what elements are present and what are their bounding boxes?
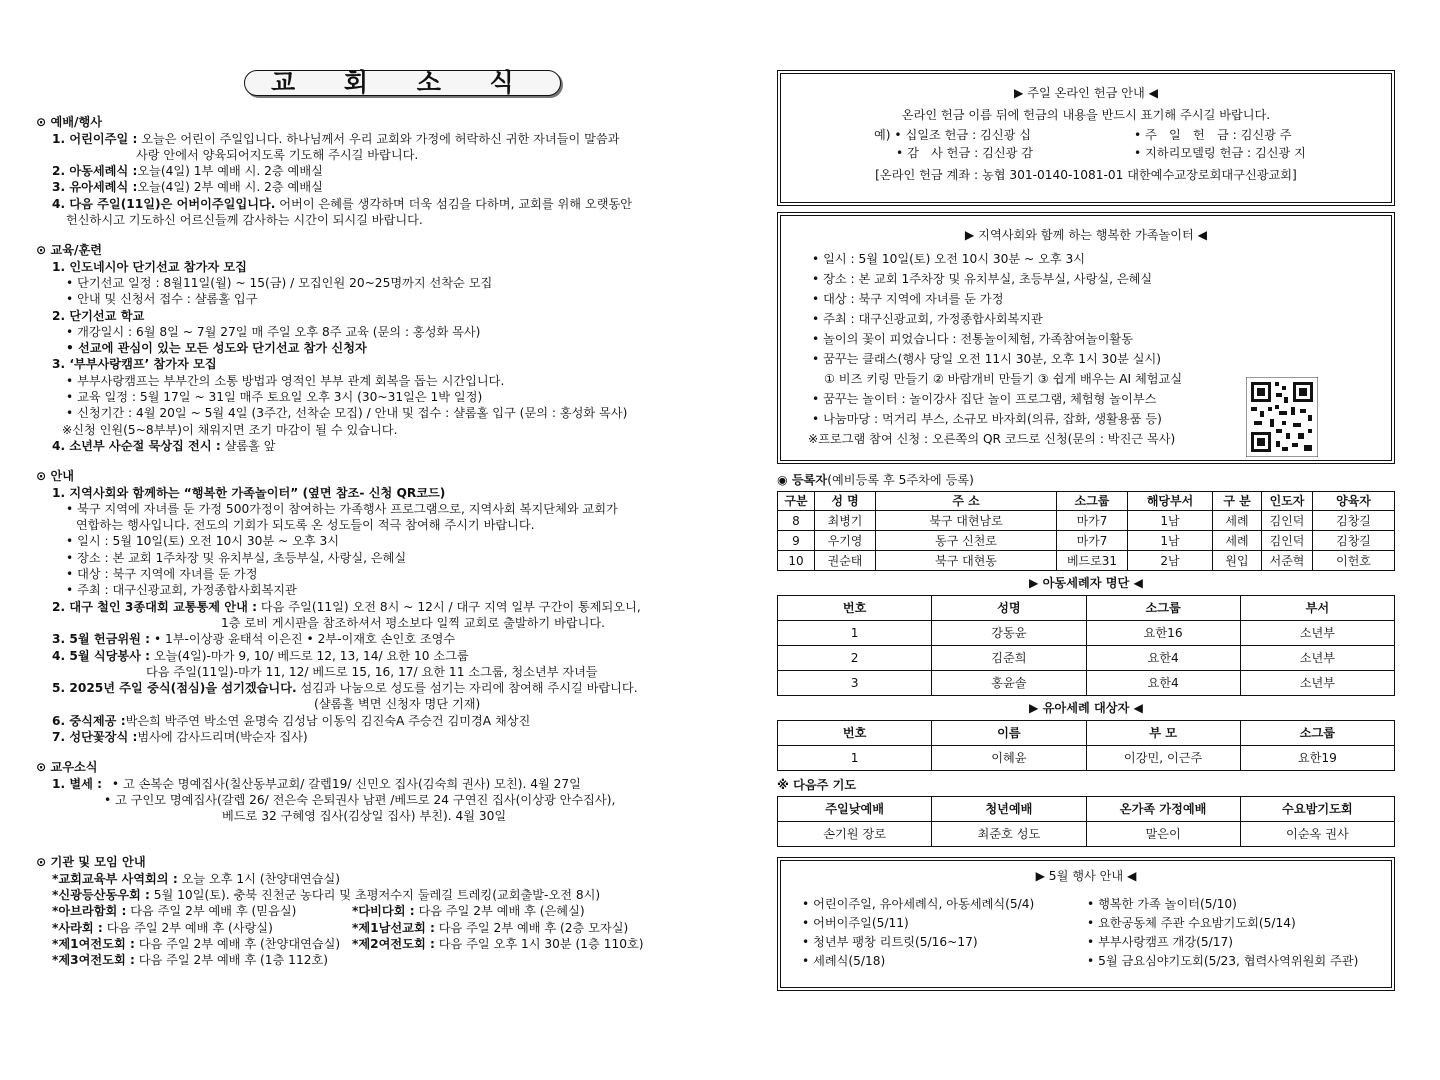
table-cell: 9 xyxy=(778,531,815,551)
online-account: [온라인 헌금 계좌 : 농협 301-0140-1081-01 대한예수교장로회대구신광교회] xyxy=(875,168,1297,182)
edu-item-3-note: ※신청 인원(5~8부부)이 채워지면 조기 마감이 될 수 있습니다. xyxy=(62,422,398,437)
left-column xyxy=(36,70,696,969)
edu-item-2-line: • 개강일시 : 6월 8일 ~ 7월 27일 매 주일 오후 8주 교육 (문의 : 홍성화 목사) xyxy=(66,324,481,339)
edu-item-2-line: • 선교에 관심이 있는 모든 성도와 단기선교 참가 신청자 xyxy=(66,341,367,356)
table-cell: 소년부 xyxy=(1240,646,1394,671)
example-item: 예) • 십일조 헌금 : 김신광 십 xyxy=(874,128,1032,142)
table-row xyxy=(778,511,1395,531)
worship-item-1-cont: 사랑 안에서 양육되어지도록 기도해 주시길 바랍니다. xyxy=(136,147,419,162)
table-header-cell: 번호 xyxy=(778,596,932,621)
table-cell: 동구 신천로 xyxy=(876,531,1057,551)
event-item: • 5월 금요심야기도회(5/23, 협력사역위원회 주관) xyxy=(1087,954,1359,968)
table-cell: 이강민, 이근주 xyxy=(1086,746,1240,771)
table-cell: 홍윤솔 xyxy=(932,671,1086,696)
education-section xyxy=(36,242,696,454)
group-item: *제1남선교회 : 다음 주일 2부 예배 후 (2층 모자실) xyxy=(352,920,629,935)
notice-item-7: 7. 성단꽃장식 :범사에 감사드리며(박순자 집사) xyxy=(52,729,308,744)
right-column xyxy=(777,70,1395,991)
table-cell: 베드로31 xyxy=(1057,551,1128,571)
members-item-line: • 고 구인모 명예집사(갈렙 26/ 전은숙 은퇴권사 남편 /베드로 24 구연진 집사(이상광 안수집사), xyxy=(104,792,616,807)
table-cell: 원입 xyxy=(1213,551,1262,571)
edu-item-1-line: • 단기선교 일정 : 8월11일(월) ~ 15(금) / 모집인원 20~25명까지 선착순 모집 xyxy=(66,275,493,290)
child-baptism-section xyxy=(777,575,1395,696)
notice-item-5-cont: (샬롬홀 벽면 신청자 명단 기재) xyxy=(314,697,481,712)
worship-section xyxy=(36,114,696,228)
table-header-row xyxy=(778,492,1395,511)
event-item: • 청년부 팽창 리트릿(5/16~17) xyxy=(802,935,978,949)
notice-item-5: 5. 2025년 주일 중식(점심)을 섬기겠습니다. 섬김과 나눔으로 성도를 섬기는 자리에 참여해 주시길 바랍니다. xyxy=(52,681,638,696)
table-cell: 1 xyxy=(778,621,932,646)
prayer-table xyxy=(777,796,1395,847)
worship-item-3: 3. 유아세례식 :오늘(4일) 2부 예배 시. 2층 예배실 xyxy=(52,180,323,195)
online-offering-box xyxy=(777,70,1395,206)
table-cell: 요한4 xyxy=(1086,671,1240,696)
example-item: • 감 사 헌금 : 김신광 감 xyxy=(896,146,1034,160)
family-line: • 대상 : 북구 지역에 자녀를 둔 가정 xyxy=(812,292,1004,306)
worship-item-4-cont: 헌신하시고 기도하신 어르신들께 감사하는 시간이 되시길 바랍니다. xyxy=(66,213,423,228)
notice-item-1-line: • 일시 : 5월 10일(토) 오전 10시 30분 ~ 오후 3시 xyxy=(66,534,340,549)
table-header-cell: 해당부서 xyxy=(1128,492,1213,511)
table-cell: 북구 대현동 xyxy=(876,551,1057,571)
infant-baptism-table xyxy=(777,720,1395,771)
table-row xyxy=(778,621,1395,646)
table-cell: 말은이 xyxy=(1086,822,1240,847)
table-header-row xyxy=(778,797,1395,822)
table-cell: 마가7 xyxy=(1057,531,1128,551)
notice-item-4: 4. 5월 식당봉사 : 오늘(4일)-마가 9, 10/ 베드로 12, 13, 14/ 요한 10 소그룹 xyxy=(52,648,469,663)
family-line: ① 비즈 키링 만들기 ② 바람개비 만들기 ③ 쉽게 배우는 AI 체험교실 xyxy=(824,372,1183,386)
event-item: • 어버이주일(5/11) xyxy=(802,916,909,930)
table-cell: 3 xyxy=(778,671,932,696)
group-item: *제3여전도회 : 다음 주일 2부 예배 후 (1층 112호) xyxy=(52,953,328,968)
notice-item-1-line: 연합하는 행사입니다. 전도의 기회가 되도록 온 성도들이 적극 참여해 주시기 바랍니다. xyxy=(76,518,535,533)
table-cell: 이순옥 권사 xyxy=(1240,822,1394,847)
table-cell: 최병기 xyxy=(815,511,876,531)
box-heading: ▶ 주일 온라인 헌금 안내 ◀ xyxy=(1013,86,1159,100)
table-cell: 권순태 xyxy=(815,551,876,571)
worship-item-4: 4. 다음 주일(11일)은 어버이주일입니다. 어버이 은혜를 생각하며 더욱 섬김을 다하며, 교회를 위해 오랫동안 xyxy=(52,196,633,211)
family-line: • 꿈꾸는 놀이터 : 놀이강사 집단 놀이 프로그램, 체험형 놀이부스 xyxy=(812,392,1157,406)
table-cell: 강동윤 xyxy=(932,621,1086,646)
notice-item-4-cont: 다음 주일(11일)-마가 11, 12/ 베드로 15, 16, 17/ 요한 11 소그룹, 청소년부 자녀들 xyxy=(146,664,598,679)
table-cell: 2 xyxy=(778,646,932,671)
event-item: • 세례식(5/18) xyxy=(802,954,886,968)
groups-section xyxy=(36,854,696,968)
table-cell: 요한4 xyxy=(1086,646,1240,671)
infant-baptism-section xyxy=(777,700,1395,771)
example-item: • 지하리모델링 헌금 : 김신광 지 xyxy=(1134,146,1306,160)
section-heading: ⊙ 교우소식 xyxy=(36,760,98,775)
table-cell: 8 xyxy=(778,511,815,531)
table-header-cell: 소그룹 xyxy=(1086,596,1240,621)
group-item: *신광등산동우회 : 5월 10일(토). 충북 진천군 농다리 및 초평저수지 둘레길 트레킹(교회출발-오전 8시) xyxy=(52,888,601,903)
edu-item-3-line: • 교육 일정 : 5월 17일 ~ 31일 매주 토요일 오후 3시 (30~31일은 1박 일정) xyxy=(66,390,483,405)
notice-item-6: 6. 중식제공 :박은희 박주연 박소연 윤명숙 김성남 이동익 김진숙A 주승건 김미경A 채상진 xyxy=(52,713,531,728)
notice-item-2: 2. 대구 철인 3종대회 교통통제 안내 : 다음 주일(11일) 오전 8시 ~ 12시 / 대구 지역 일부 구간이 통제되오니, xyxy=(52,599,641,614)
registrants-section xyxy=(777,472,1395,571)
table-cell: 소년부 xyxy=(1240,621,1394,646)
worship-item-1: 1. 어린이주일 : 오늘은 어린이 주일입니다. 하나님께서 우리 교회와 가정에 허락하신 귀한 자녀들이 말씀과 xyxy=(52,131,620,146)
table-cell: 소년부 xyxy=(1240,671,1394,696)
table-cell: 마가7 xyxy=(1057,511,1128,531)
notice-section xyxy=(36,468,696,745)
notice-item-1-line: • 장소 : 본 교회 1주차장 및 유치부실, 초등부실, 사랑실, 은혜실 xyxy=(66,550,407,565)
table-cell: 북구 대현남로 xyxy=(876,511,1057,531)
edu-item-1-line: • 안내 및 신청서 접수 : 샬롬홀 입구 xyxy=(66,292,258,307)
table-cell: 2남 xyxy=(1128,551,1213,571)
table-cell: 서준혁 xyxy=(1262,551,1313,571)
table-row xyxy=(778,746,1395,771)
table-header-cell: 소그룹 xyxy=(1057,492,1128,511)
event-item: • 부부사랑캠프 개강(5/17) xyxy=(1087,935,1233,949)
table-cell: 김준희 xyxy=(932,646,1086,671)
prayer-section xyxy=(777,777,1395,847)
edu-item-2: 2. 단기선교 학교 xyxy=(52,308,145,323)
table-header-cell: 수요밤기도회 xyxy=(1240,797,1394,822)
event-item: • 행복한 가족 놀이터(5/10) xyxy=(1087,897,1237,911)
family-line: • 놀이의 꽃이 피었습니다 : 전통놀이체험, 가족참여놀이활동 xyxy=(812,332,1133,346)
table-cell: 손기원 장로 xyxy=(778,822,932,847)
table-header-cell: 소그룹 xyxy=(1240,721,1394,746)
online-line: 온라인 헌금 이름 뒤에 헌금의 내용을 반드시 표기해 주시길 바랍니다. xyxy=(901,108,1271,122)
table-cell: 1 xyxy=(778,746,932,771)
table-cell: 이혜윤 xyxy=(932,746,1086,771)
group-grid xyxy=(36,903,696,968)
worship-item-2: 2. 아동세례식 :오늘(4일) 1부 예배 시. 2층 예배실 xyxy=(52,164,323,179)
section-heading: ⊙ 안내 xyxy=(36,469,75,484)
prayer-heading: ※ 다음주 기도 xyxy=(777,778,857,792)
family-line: • 일시 : 5월 10일(토) 오전 10시 30분 ~ 오후 3시 xyxy=(812,252,1086,266)
table-heading: ▶ 유아세례 대상자 ◀ xyxy=(1029,701,1143,715)
group-item: *교회교육부 사역회의 : 오늘 오후 1시 (찬양대연습실) xyxy=(52,871,340,886)
members-item-line: 베드로 32 구혜영 집사(김상일 집사) 부친). 4월 30일 xyxy=(222,809,507,824)
section-heading: ⊙ 교육/훈련 xyxy=(36,243,102,258)
family-line: • 나눔마당 : 먹거리 부스, 소규모 바자회(의류, 잡화, 생활용품 등) xyxy=(812,412,1162,426)
table-cell: 김창길 xyxy=(1313,531,1395,551)
table-cell: 세례 xyxy=(1213,511,1262,531)
page-title: 교 회 소 식 xyxy=(244,70,561,96)
may-events-box xyxy=(777,857,1395,991)
events-grid xyxy=(788,890,1384,971)
edu-item-1: 1. 인도네시아 단기선교 참가자 모집 xyxy=(52,259,247,274)
edu-item-3-line: • 신청기간 : 4월 20일 ~ 5월 4일 (3주간, 선착순 모집) / 안내 및 접수 : 샬롬홀 입구 (문의 : 홍성화 목사) xyxy=(66,406,628,421)
edu-item-4: 4. 소년부 사순절 묵상집 전시 : 샬롬홀 앞 xyxy=(52,438,276,453)
section-heading: ⊙ 기관 및 모임 안내 xyxy=(36,855,146,870)
table-cell: 김인덕 xyxy=(1262,531,1313,551)
table-cell: 요한16 xyxy=(1086,621,1240,646)
table-row xyxy=(778,646,1395,671)
edu-item-3-line: • 부부사랑캠프는 부부간의 소통 방법과 영적인 부부 관계 회복을 돕는 시간입니다. xyxy=(66,373,505,388)
family-playground-box xyxy=(777,212,1395,464)
table-cell: 10 xyxy=(778,551,815,571)
table-header-cell: 부 모 xyxy=(1086,721,1240,746)
notice-item-1-line: • 북구 지역에 자녀를 둔 가정 500가정이 참여하는 가족행사 프로그램으로, 지역사회 복지단체와 교회가 xyxy=(66,501,618,516)
members-section xyxy=(36,759,696,824)
box-heading: ▶ 5월 행사 안내 ◀ xyxy=(1035,869,1137,883)
family-line: • 장소 : 본 교회 1주차장 및 유치부실, 초등부실, 사랑실, 은혜실 xyxy=(812,272,1153,286)
table-header-cell: 번호 xyxy=(778,721,932,746)
members-item-1: 1. 별세 : • 고 손복순 명예집사(칠산동부교회/ 갈렙19/ 신민오 집사(김숙희 권사) 모친). 4월 27일 xyxy=(52,776,581,791)
table-cell: 이헌호 xyxy=(1313,551,1395,571)
table-row xyxy=(778,671,1395,696)
table-header-cell: 부서 xyxy=(1240,596,1394,621)
registrants-table xyxy=(777,491,1395,571)
registrants-heading: ◉ 등록자(예비등록 후 5주차에 등록) xyxy=(777,473,974,487)
table-heading: ▶ 아동세례자 명단 ◀ xyxy=(1029,576,1143,590)
group-item: *아브라함회 : 다음 주일 2부 예배 후 (믿음실) xyxy=(52,904,297,919)
table-cell: 세례 xyxy=(1213,531,1262,551)
group-item: *다비다회 : 다음 주일 2부 예배 후 (은혜실) xyxy=(352,904,585,919)
table-header-row xyxy=(778,721,1395,746)
edu-item-3: 3. ‘부부사랑캠프’ 참가자 모집 xyxy=(52,357,217,372)
table-cell: 김인덕 xyxy=(1262,511,1313,531)
table-row xyxy=(778,531,1395,551)
table-header-row xyxy=(778,596,1395,621)
online-examples xyxy=(788,127,1384,161)
table-header-cell: 성 명 xyxy=(815,492,876,511)
section-heading: ⊙ 예배/행사 xyxy=(36,115,102,130)
table-row xyxy=(778,551,1395,571)
table-header-cell: 성명 xyxy=(932,596,1086,621)
table-header-cell: 구분 xyxy=(778,492,815,511)
table-cell: 우기영 xyxy=(815,531,876,551)
qr-code-icon[interactable] xyxy=(1246,377,1318,457)
notice-item-1: 1. 지역사회와 함께하는 “행복한 가족놀이터” (옆면 참조- 신청 QR코드) xyxy=(52,485,446,500)
table-cell: 1남 xyxy=(1128,511,1213,531)
table-cell: 최준호 성도 xyxy=(932,822,1086,847)
family-line: • 꿈꾸는 클래스(행사 당일 오전 11시 30분, 오후 1시 30분 실시) xyxy=(812,352,1162,366)
family-line: ※프로그램 참여 신청 : 오른쪽의 QR 코드로 신청(문의 : 박진근 목사) xyxy=(808,432,1176,446)
group-item: *제2여전도회 : 다음 주일 오후 1시 30분 (1층 110호) xyxy=(352,936,644,951)
family-line: • 주최 : 대구신광교회, 가정종합사회복지관 xyxy=(812,312,1043,326)
example-item: • 주 일 헌 금 : 김신광 주 xyxy=(1134,128,1292,142)
table-header-cell: 구 분 xyxy=(1213,492,1262,511)
table-header-cell: 양육자 xyxy=(1313,492,1395,511)
event-item: • 요한공동체 주관 수요밤기도회(5/14) xyxy=(1087,916,1296,930)
notice-item-3: 3. 5월 헌금위원 : • 1부-이상광 윤태석 이은진 • 2부-이재호 손인호 조영수 xyxy=(52,632,456,647)
table-cell: 김창길 xyxy=(1313,511,1395,531)
table-header-cell: 주일낮예배 xyxy=(778,797,932,822)
table-row xyxy=(778,822,1395,847)
event-item: • 어린이주일, 유아세례식, 아동세례식(5/4) xyxy=(802,897,1035,911)
child-baptism-table xyxy=(777,595,1395,696)
table-header-cell: 주 소 xyxy=(876,492,1057,511)
box-heading: ▶ 지역사회와 함께 하는 행복한 가족놀이터 ◀ xyxy=(964,228,1208,242)
notice-item-2-cont: 1층 로비 게시판을 참조하셔서 평소보다 일찍 교회로 출발하기 바랍니다. xyxy=(221,615,606,630)
table-header-cell: 인도자 xyxy=(1262,492,1313,511)
table-header-cell: 청년예배 xyxy=(932,797,1086,822)
table-header-cell: 온가족 가정예배 xyxy=(1086,797,1240,822)
notice-item-1-line: • 주최 : 대구신광교회, 가정종합사회복지관 xyxy=(66,583,297,598)
group-item: *사라회 : 다음 주일 2부 예배 후 (사랑실) xyxy=(52,920,273,935)
group-item: *제1여전도회 : 다음 주일 2부 예배 후 (찬양대연습실) xyxy=(52,936,341,951)
notice-item-1-line: • 대상 : 북구 지역에 자녀를 둔 가정 xyxy=(66,567,258,582)
table-header-cell: 이름 xyxy=(932,721,1086,746)
table-cell: 1남 xyxy=(1128,531,1213,551)
table-cell: 요한19 xyxy=(1240,746,1394,771)
